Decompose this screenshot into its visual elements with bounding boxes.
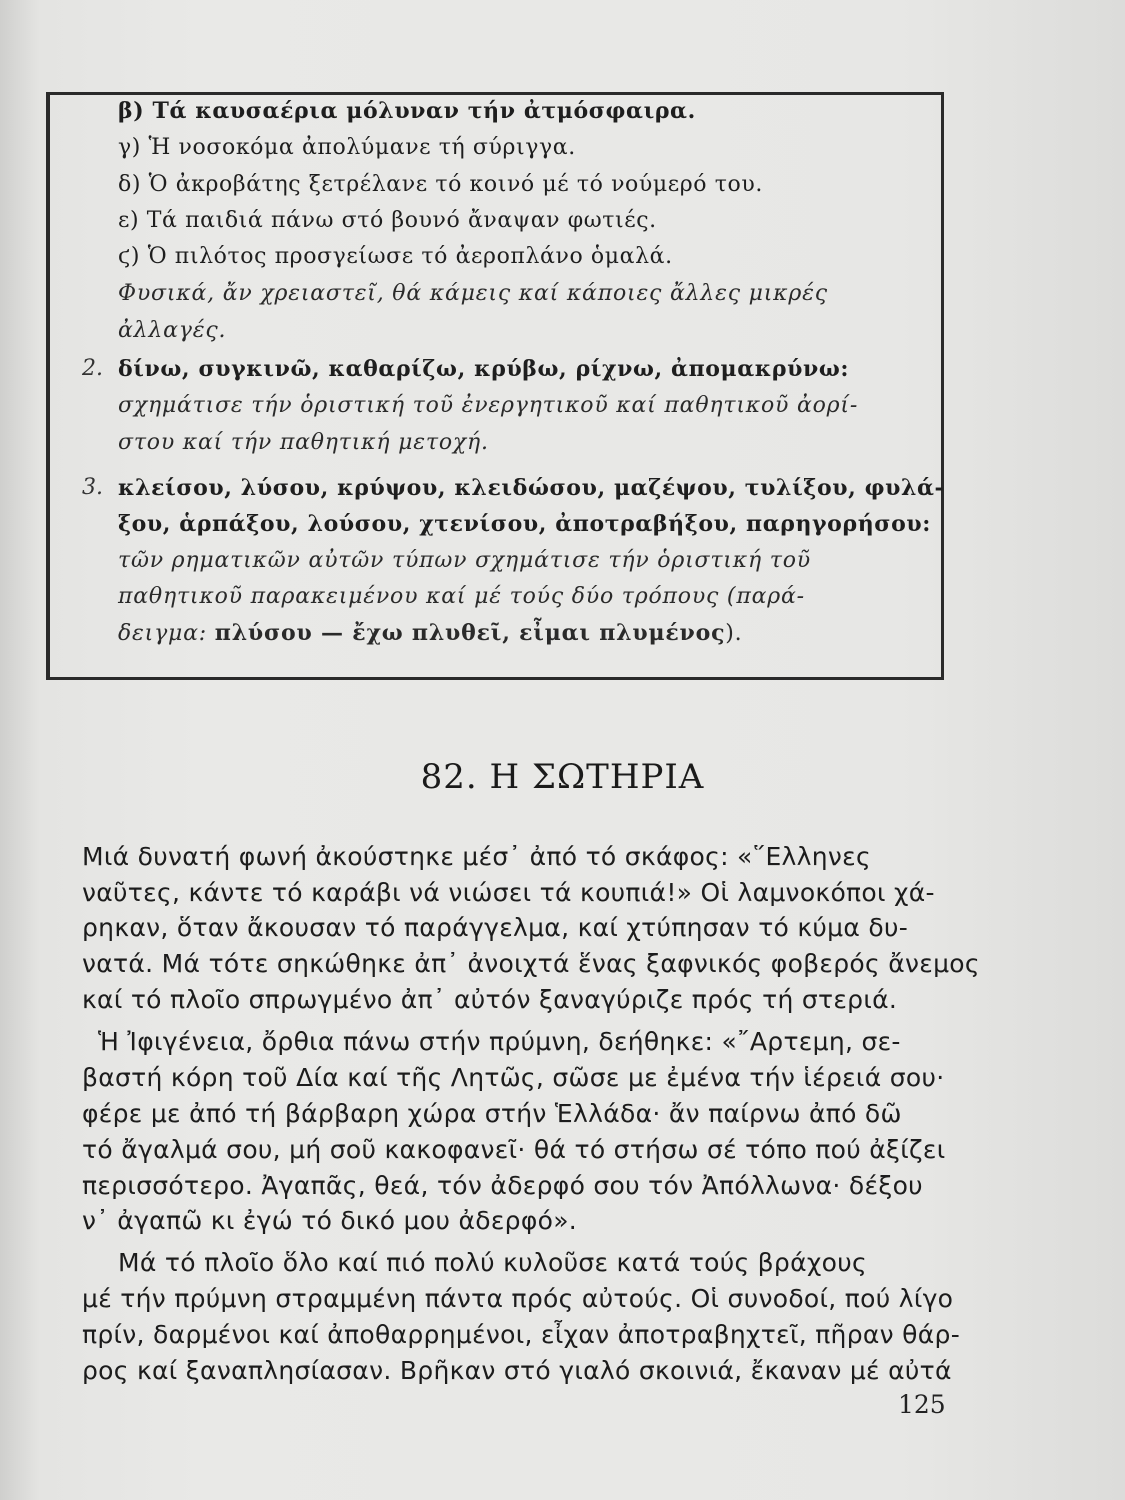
exercise-line-st: ϛ) Ὁ πιλότος προσγείωσε τό ἀεροπλάνο ὁμαλά. [118,244,673,269]
example-closing: ). [725,621,743,646]
exercise-item-2-words: δίνω, συγκινῶ, καθαρίζω, κρύβω, ρίχνω, ἀπομακρύνω: [118,356,850,382]
exercise-item-3-number: 3. [82,475,103,500]
exercise-item-3-instruction-1: τῶν ρηματικῶν αὐτῶν τύπων σχημάτισε τήν ὁριστική τοῦ [118,548,811,573]
exercise-line-e: ε) Τά παιδιά πάνω στό βουνό ἄναψαν φωτιές. [118,208,657,233]
exercise-item-3-words-1: κλείσου, λύσου, κρύψου, κλειδώσου, μαζέψου, τυλίξου, φυλά- [118,475,945,501]
body-line: πρίν, δαρμένοι καί ἀποθαρρημένοι, εἶχαν ἀποτραβηχτεῖ, πῆραν θάρ- [82,1320,961,1349]
exercise-item-2-instruction-1: σχημάτισε τήν ὁριστική τοῦ ἐνεργητικοῦ καί παθητικοῦ ἀορί- [118,393,859,418]
chapter-title: 82. Η ΣΩΤΗΡΙΑ [420,757,705,797]
exercise-line-g: γ) Ἡ νοσοκόμα ἀπολύμανε τή σύριγγα. [118,135,576,160]
body-line: Ἡ Ἰφιγένεια, ὄρθια πάνω στήν πρύμνη, δεήθηκε: «῎Αρτεμη, σε- [98,1027,901,1056]
body-line: βαστή κόρη τοῦ Δία καί τῆς Λητῶς, σῶσε με ἐμένα τήν ἱέρειά σου· [82,1063,945,1092]
body-line: τό ἄγαλμά σου, μή σοῦ κακοφανεῖ· θά τό στήσω σέ τόπο πού ἀξίζει [82,1135,946,1164]
exercise-item-3-instruction-2: παθητικοῦ παρακειμένου καί μέ τούς δύο τρόπους (παρά- [118,584,805,609]
body-line: φέρε με ἀπό τή βάρβαρη χώρα στήν Ἑλλάδα· ἄν παίρνω ἀπό δῶ [82,1099,902,1128]
body-line: μέ τήν πρύμνη στραμμένη πάντα πρός αὐτούς. Οἱ συνοδοί, πού λίγο [82,1284,954,1313]
body-line: ν᾽ ἀγαπῶ κι ἐγώ τό δικό μου ἀδερφό». [82,1206,578,1235]
example-forms: πλύσου — ἔχω πλυθεῖ, εἶμαι πλυμένος [214,620,726,646]
exercise-line-b: β) Τά καυσαέρια μόλυναν τήν ἀτμόσφαιρα. [118,98,696,124]
exercise-item-2-instruction-2: στου καί τήν παθητική μετοχή. [118,430,489,455]
page-number: 125 [898,1390,946,1419]
body-line: καί τό πλοῖο σπρωγμένο ἀπ᾽ αὐτόν ξαναγύριζε πρός τή στεριά. [82,985,898,1014]
exercise-note-line-2: ἀλλαγές. [118,318,227,343]
body-line: Μιά δυνατή φωνή ἀκούστηκε μέσ᾽ ἀπό τό σκάφος: «῞Ελληνες [82,842,871,871]
example-label: δειγμα: [118,621,215,646]
body-line: ναῦτες, κάντε τό καράβι νά νιώσει τά κουπιά!» Οἱ λαμνοκόποι χά- [82,878,935,907]
body-line: ρος καί ξαναπλησίασαν. Βρῆκαν στό γιαλό σκοινιά, ἔκαναν μέ αὐτά [82,1356,952,1385]
exercise-item-2-number: 2. [82,356,103,381]
exercise-item-3-instruction-3 [118,620,742,646]
exercise-note-line-1: Φυσικά, ἄν χρειαστεῖ, θά κάμεις καί κάποιες ἄλλες μικρές [118,281,828,306]
body-line: νατά. Μά τότε σηκώθηκε ἀπ᾽ ἀνοιχτά ἕνας ξαφνικός φοβερός ἄνεμος [82,949,980,978]
body-line: ρηκαν, ὅταν ἄκουσαν τό παράγγελμα, καί χτύπησαν τό κύμα δυ- [82,913,909,942]
body-line: Μά τό πλοῖο ὅλο καί πιό πολύ κυλοῦσε κατά τούς βράχους [118,1248,867,1277]
exercise-line-d: δ) Ὁ ἀκροβάτης ξετρέλανε τό κοινό μέ τό νούμερό του. [118,172,763,197]
exercise-item-3-words-2: ξου, ἁρπάξου, λούσου, χτενίσου, ἀποτραβήξου, παρηγορήσου: [118,511,931,537]
body-line: περισσότερο. Ἀγαπᾶς, θεά, τόν ἀδερφό σου τόν Ἀπόλλωνα· δέξου [82,1171,923,1200]
